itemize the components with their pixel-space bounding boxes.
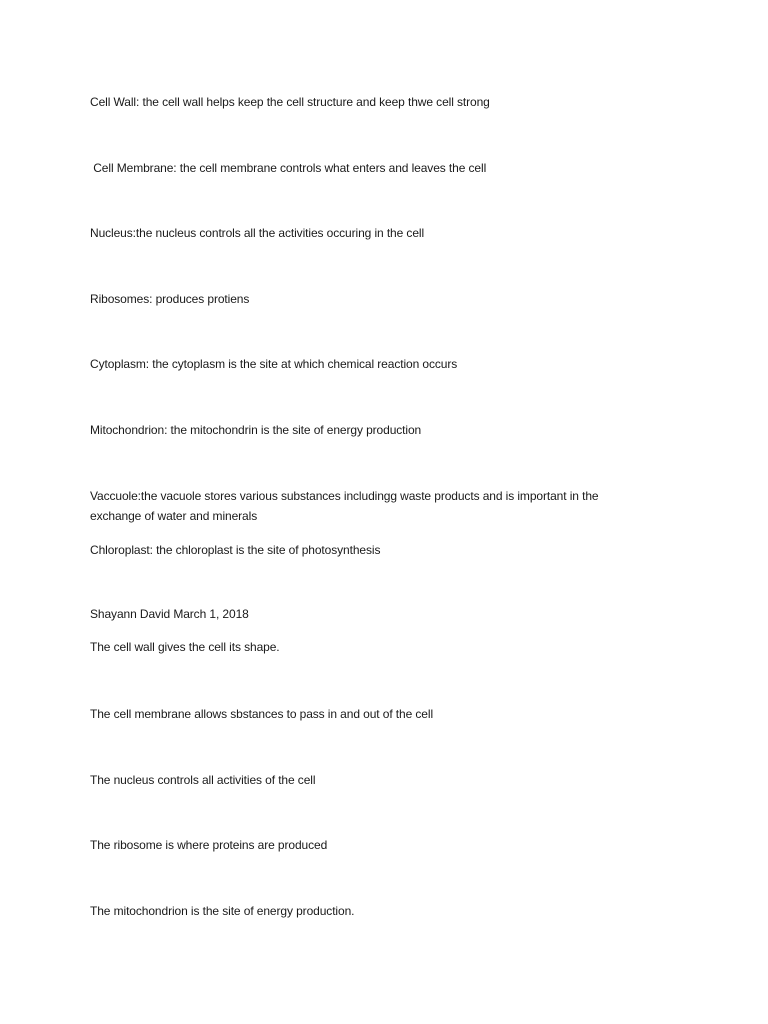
paragraph-summary-mitochondrion: The mitochondrion is the site of energy production. — [90, 904, 355, 918]
paragraph-summary-ribosome: The ribosome is where proteins are produced — [90, 838, 328, 852]
paragraph-chloroplast: Chloroplast: the chloroplast is the site of photosynthesis — [90, 543, 381, 557]
paragraph-cytoplasm: Cytoplasm: the cytoplasm is the site at which chemical reaction occurs — [90, 357, 458, 371]
author-date-line: Shayann David March 1, 2018 — [90, 607, 249, 621]
paragraph-summary-nucleus: The nucleus controls all activities of the cell — [90, 773, 316, 787]
paragraph-mitochondrion: Mitochondrion: the mitochondrin is the site of energy production — [90, 423, 422, 437]
paragraph-cell-membrane: Cell Membrane: the cell membrane controls what enters and leaves the cell — [90, 161, 487, 175]
paragraph-cell-wall: Cell Wall: the cell wall helps keep the cell structure and keep thwe cell strong — [90, 95, 490, 109]
paragraph-summary-cell-wall: The cell wall gives the cell its shape. — [90, 640, 280, 654]
paragraph-ribosomes: Ribosomes: produces protiens — [90, 292, 250, 306]
paragraph-nucleus: Nucleus:the nucleus controls all the activities occuring in the cell — [90, 226, 425, 240]
paragraph-summary-cell-membrane: The cell membrane allows sbstances to pass in and out of the cell — [90, 707, 434, 721]
paragraph-vacuole: Vaccuole:the vacuole stores various substances includingg waste products and is important in the exchange of water and minerals — [90, 489, 599, 523]
